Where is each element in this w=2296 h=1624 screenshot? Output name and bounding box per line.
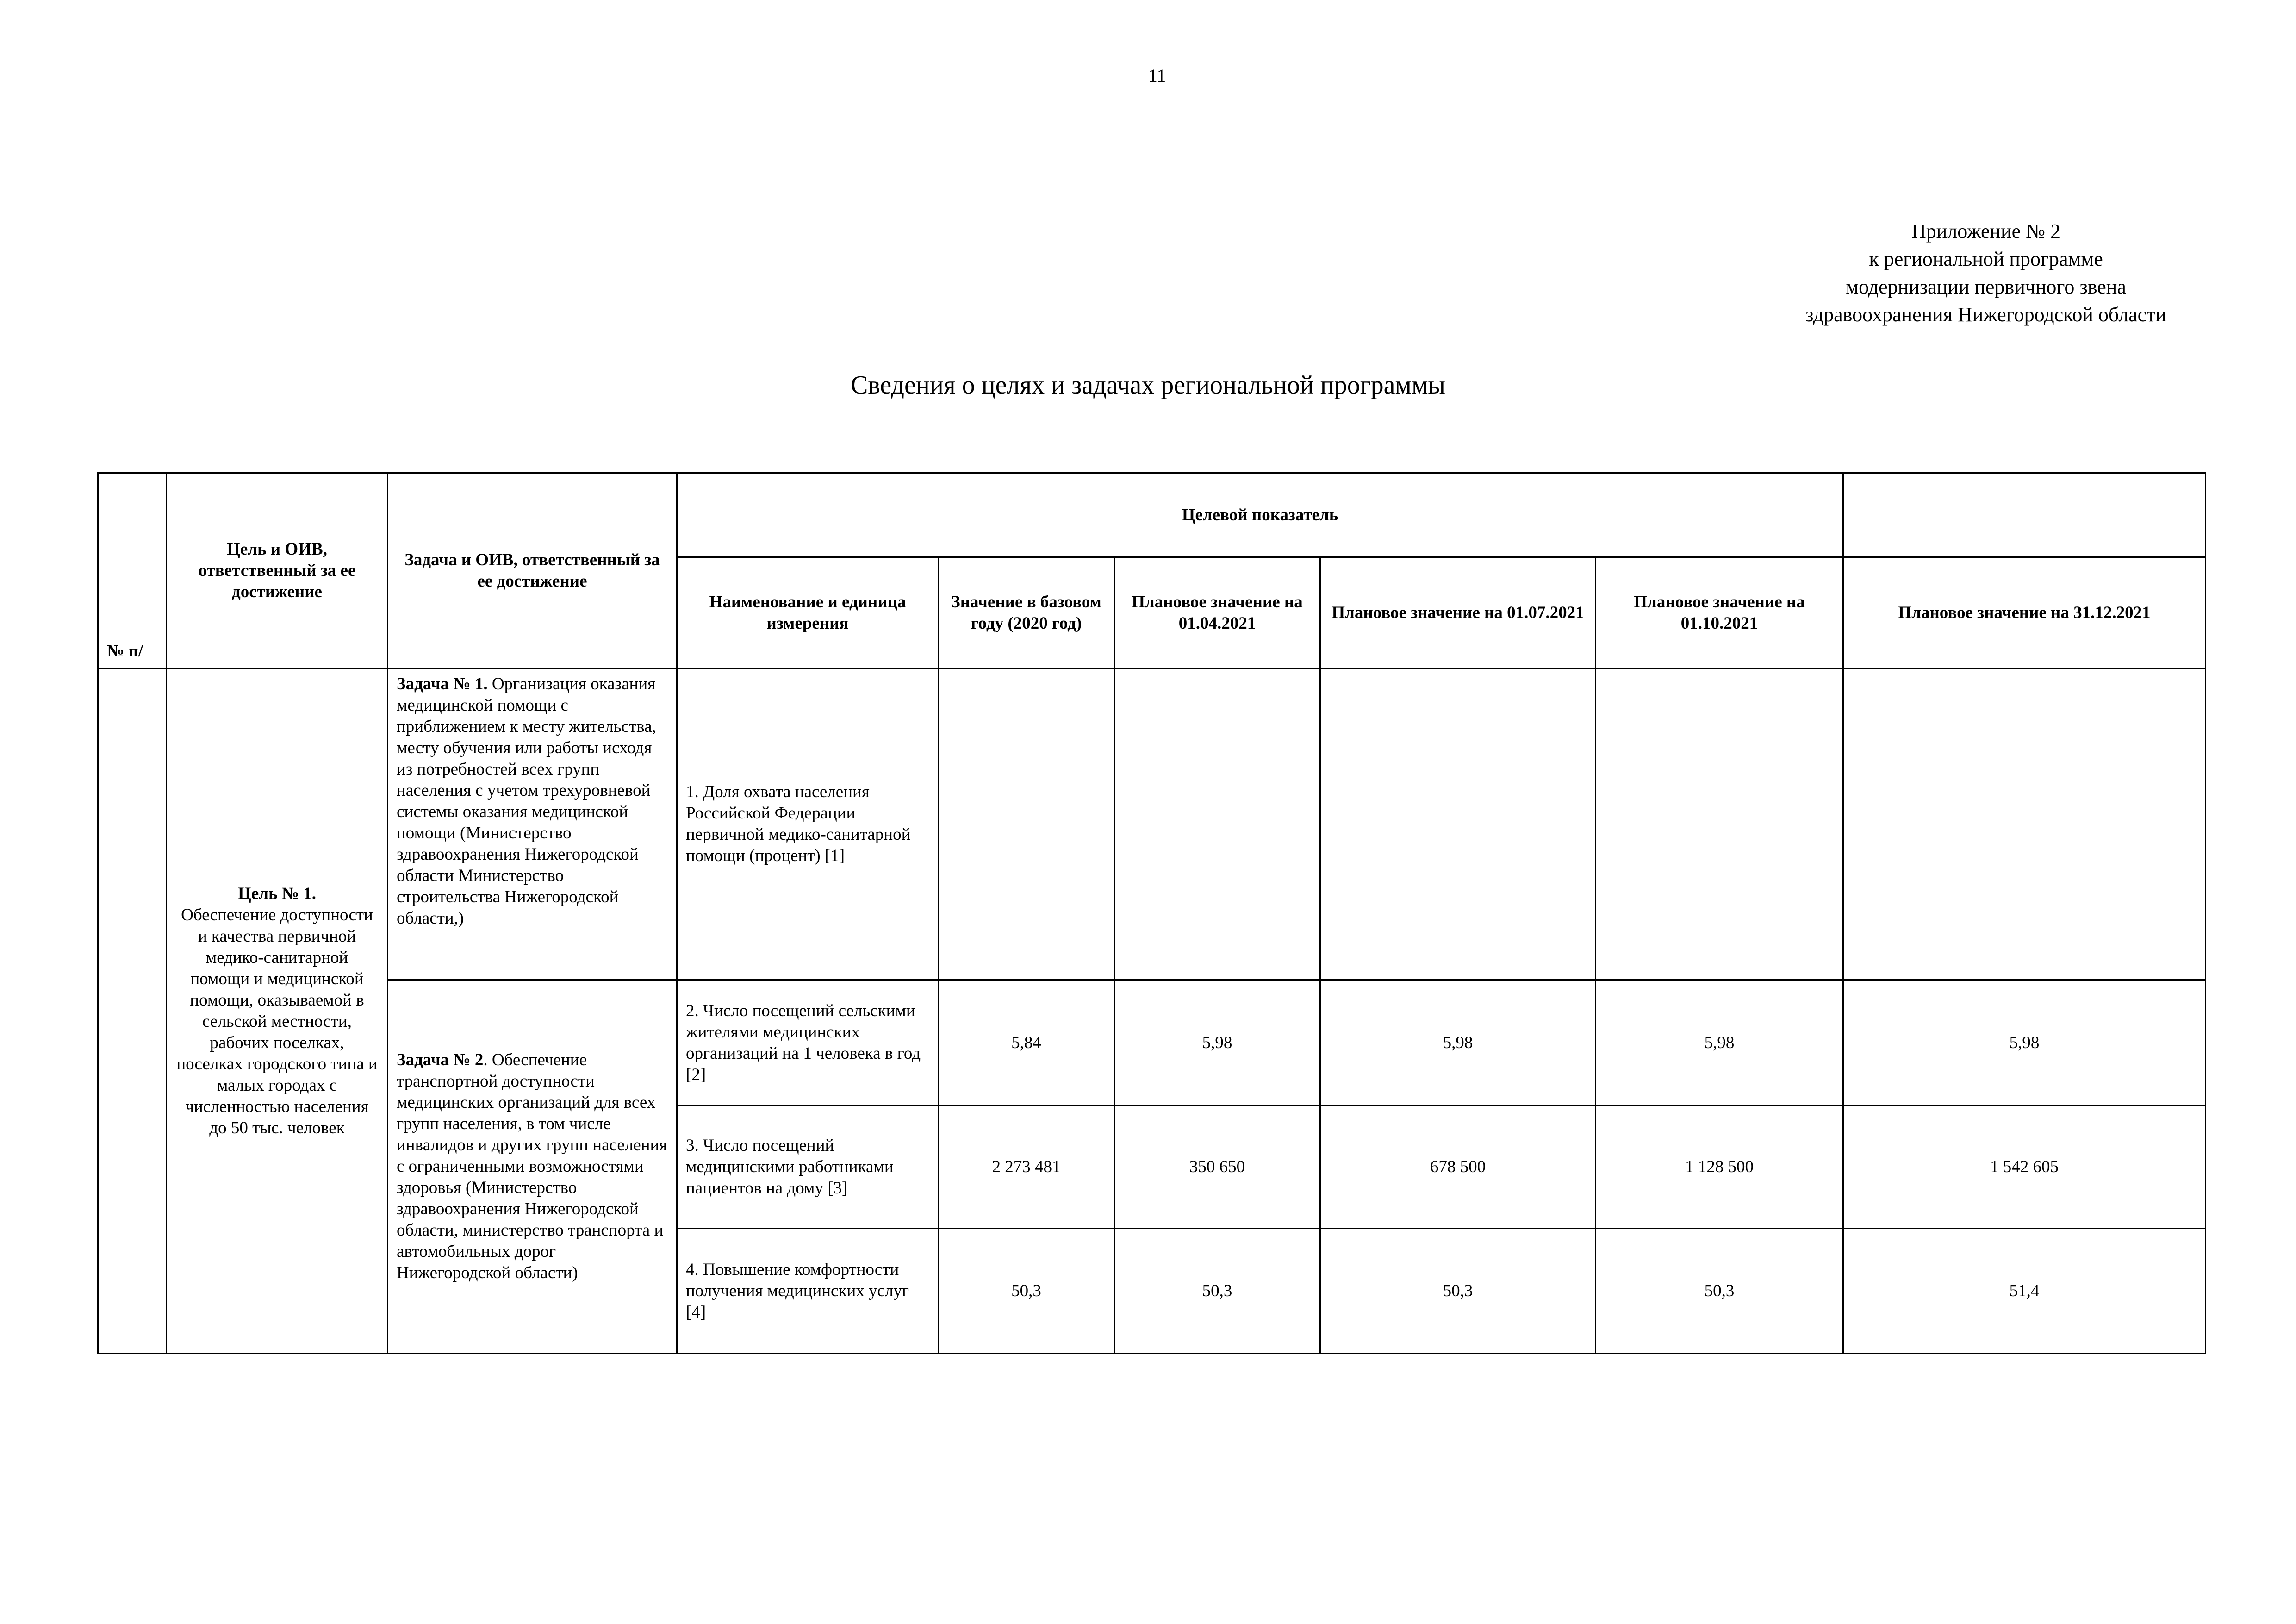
appendix-note: [1805, 218, 2166, 329]
plan-0107-value: 678 500: [1320, 1106, 1596, 1229]
plan-0104-value: 5,98: [1114, 980, 1320, 1106]
header-plan-0104: Плановое значение на 01.04.2021: [1114, 557, 1320, 668]
header-plan-0107: Плановое значение на 01.07.2021: [1320, 557, 1596, 668]
base-value: 5,84: [939, 980, 1114, 1106]
plan-0104-value: 50,3: [1114, 1229, 1320, 1354]
appendix-line-2: к региональной программе: [1869, 248, 2103, 270]
appendix-line-1: Приложение № 2: [1911, 220, 2061, 243]
header-task: Задача и ОИВ, ответственный за ее достижение: [388, 473, 677, 668]
task-1-cell: [388, 668, 677, 980]
base-value: 50,3: [939, 1229, 1114, 1354]
plan-0104-value: 350 650: [1114, 1106, 1320, 1229]
goals-table: [97, 472, 2206, 1354]
indicator-name: 4. Повышение комфортности получения медицинских услуг [4]: [677, 1229, 939, 1354]
goal-text: Обеспечение доступности и качества первичной медико-санитарной помощи и медицинской помощи, оказываемой в сельской местности, рабочих поселках, поселках городского типа и малых городах с численностью населения до 50 тыс. человек: [176, 905, 378, 1137]
plan-3112-value: 1 542 605: [1843, 1106, 2206, 1229]
indicator-name: 1. Доля охвата населения Российской Федерации первичной медико-санитарной помощи (процент) [1]: [677, 668, 939, 980]
task-2-cell: [388, 980, 677, 1354]
row-number: [98, 668, 167, 1354]
table-row: [98, 980, 2206, 1106]
plan-0107-value: [1320, 668, 1596, 980]
document-title: Сведения о целях и задачах региональной программы: [850, 371, 1446, 400]
plan-0104-value: [1114, 668, 1320, 980]
indicator-name: 3. Число посещений медицинскими работниками пациентов на дому [3]: [677, 1106, 939, 1229]
appendix-line-4: здравоохранения Нижегородской области: [1805, 303, 2166, 326]
plan-0110-value: 1 128 500: [1596, 1106, 1843, 1229]
base-value: 2 273 481: [939, 1106, 1114, 1229]
indicator-name: 2. Число посещений сельскими жителями медицинских организаций на 1 человека в год [2]: [677, 980, 939, 1106]
plan-0110-value: [1596, 668, 1843, 980]
header-target-indicator: Целевой показатель: [677, 473, 1843, 557]
goal-cell: [167, 668, 388, 1354]
task-2-title: Задача № 2: [397, 1050, 484, 1069]
task-1-text: Организация оказания медицинской помощи с приближением к месту жительства, месту обучения или работы исходя из потребностей всех групп населения с учетом трехуровневой системы оказания медицинской помощи (Министерство здравоохранения Нижегородской области Министерство строительства Нижегородской области,): [397, 675, 656, 928]
plan-3112-value: [1843, 668, 2206, 980]
plan-0107-value: 5,98: [1320, 980, 1596, 1106]
goal-title: Цель № 1.: [238, 884, 316, 903]
plan-0110-value: 5,98: [1596, 980, 1843, 1106]
plan-3112-value: 5,98: [1843, 980, 2206, 1106]
plan-0107-value: 50,3: [1320, 1229, 1596, 1354]
header-plan-3112: Плановое значение на 31.12.2021: [1843, 557, 2206, 668]
header-number: № п/: [98, 473, 167, 668]
plan-3112-value: 51,4: [1843, 1229, 2206, 1354]
appendix-line-3: модернизации первичного звена: [1846, 275, 2126, 298]
base-value: [939, 668, 1114, 980]
header-name-unit: Наименование и единица измерения: [677, 557, 939, 668]
task-2-text: . Обеспечение транспортной доступности медицинских организаций для всех групп населения, в том числе инвалидов и других групп населения с ограниченными возможностями здоровья (Министерство здравоохранения Нижегородской области, министерство транспорта и автомобильных дорог Нижегородской области): [397, 1050, 667, 1282]
header-plan-0110: Плановое значение на 01.10.2021: [1596, 557, 1843, 668]
table-row: [98, 668, 2206, 980]
header-goal: Цель и ОИВ, ответственный за ее достижение: [167, 473, 388, 668]
header-empty: [1843, 473, 2206, 557]
task-1-title: Задача № 1.: [397, 675, 488, 693]
header-base-value: Значение в базовом году (2020 год): [939, 557, 1114, 668]
plan-0110-value: 50,3: [1596, 1229, 1843, 1354]
page-number: 11: [1148, 65, 1166, 86]
